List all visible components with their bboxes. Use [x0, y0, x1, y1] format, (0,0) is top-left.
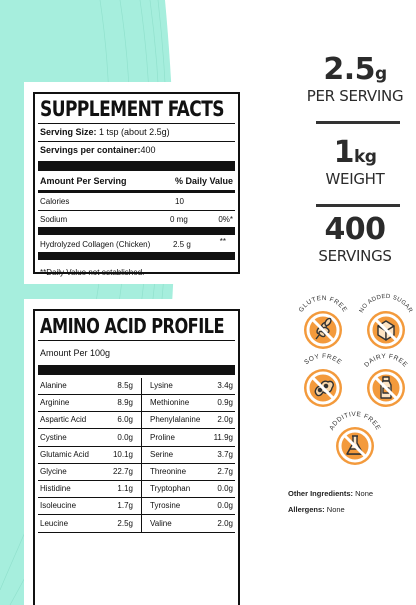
nutrient-name: Sodium: [40, 215, 68, 224]
amino-acid-value: 3.7g: [217, 449, 233, 459]
nutrient-amount: 10: [175, 197, 184, 206]
amino-acid-value: 1.1g: [117, 484, 133, 494]
thick-divider: [38, 227, 235, 235]
amino-acid-value: 0.9g: [217, 398, 233, 408]
soy-free-badge: [291, 350, 355, 414]
nutrient-amount: 0 mg: [170, 215, 188, 224]
amino-acid-profile-panel: [24, 299, 249, 605]
servings-label: Servings per container:: [40, 145, 141, 155]
thick-divider: [38, 252, 235, 260]
amino-acid-name: Tyrosine: [150, 501, 181, 511]
amino-acid-value: 2.0g: [217, 415, 233, 425]
stat-weight: [300, 135, 410, 188]
dairy-free-badge: [354, 350, 416, 414]
amino-acid-name: Valine: [150, 518, 172, 528]
other-ingredients-label: Other Ingredients:: [288, 489, 354, 498]
table-row-divider: [38, 411, 235, 412]
stat-value: [300, 135, 410, 170]
amino-acid-name: Methionine: [150, 398, 190, 408]
medium-divider: [38, 190, 235, 193]
amino-acid-name: Isoleucine: [40, 501, 77, 511]
table-row-divider: [38, 497, 235, 498]
table-row-divider: [38, 463, 235, 464]
amino-acid-value: 8.5g: [117, 381, 133, 390]
serving-size-line: [40, 128, 170, 137]
servings-value: 400: [140, 145, 156, 155]
amino-acid-name: Tryptophan: [150, 484, 191, 494]
serving-size-value: 1 tsp (about 2.5g): [99, 127, 170, 137]
daily-value-header: % Daily Value: [174, 176, 233, 186]
amino-acid-name: Aspartic Acid: [40, 415, 87, 425]
amino-acid-value: 22.7g: [112, 467, 133, 476]
allergens-line: [288, 505, 345, 514]
stat-number: 2.5: [323, 52, 375, 87]
stat-servings: [300, 212, 410, 265]
amino-acid-value: 8.9g: [117, 398, 133, 408]
stat-number: 1: [333, 135, 354, 170]
table-row-divider: [38, 394, 235, 395]
divider: [38, 123, 235, 124]
amino-acid-name: Glutamic Acid: [40, 449, 89, 459]
amino-acid-name: Leucine: [40, 518, 69, 528]
table-row-divider: [38, 480, 235, 481]
other-ingredients-value: None: [355, 489, 374, 498]
amino-acid-value: 1.7g: [117, 501, 133, 511]
amino-acid-value: 0.0g: [217, 501, 233, 511]
stat-number: 400: [324, 212, 386, 247]
amino-acid-name: Serine: [150, 449, 174, 459]
amino-acid-value: 0.0g: [117, 432, 133, 442]
table-row-divider: [38, 428, 235, 429]
svg-text:DAIRY FREE: [363, 353, 409, 369]
svg-text:GLUTEN FREE: [298, 295, 349, 314]
badge-label: DAIRY FREE: [363, 352, 409, 369]
footnote: **Daily Value not established.: [40, 268, 145, 277]
amount-per-100g-header: Amount Per 100g: [40, 348, 111, 358]
nutrient-name: Calories: [40, 197, 70, 206]
amino-acid-value: 0.0g: [217, 484, 233, 494]
amino-acid-value: 3.4g: [217, 381, 233, 390]
stat-unit: g: [374, 64, 387, 84]
amino-acid-name: Lysine: [150, 381, 173, 390]
amino-acid-name: Arginine: [40, 398, 70, 408]
divider: [38, 340, 235, 341]
badge-label: SOY FREE: [303, 352, 343, 367]
nutrient-amount: 2.5 g: [173, 240, 191, 249]
gluten-free-badge: [291, 292, 355, 356]
allergens-label: Allergens:: [288, 505, 325, 514]
amino-acid-value: 2.0g: [217, 518, 233, 528]
amino-acid-value: 2.7g: [217, 467, 233, 476]
amino-acid-name: Cystine: [40, 432, 67, 442]
supplement-facts-box: [33, 92, 240, 277]
stat-label: PER SERVING: [306, 87, 404, 105]
table-row-divider: [38, 446, 235, 447]
amino-acid-value: 6.0g: [117, 415, 133, 425]
amino-acid-name: Proline: [150, 432, 175, 442]
nutrient-name: Hydrolyzed Collagen (Chicken): [40, 240, 151, 249]
allergens-value: None: [326, 505, 345, 514]
divider: [38, 141, 235, 142]
nutrient-daily-value: 0%*: [218, 215, 233, 224]
stat-value: [300, 52, 410, 87]
svg-text:SOY FREE: [303, 353, 343, 366]
stat-label: WEIGHT: [325, 170, 385, 188]
table-row-divider: [38, 514, 235, 515]
thick-divider: [38, 161, 235, 171]
stat-value: [300, 212, 410, 247]
amino-acid-value: 2.5g: [117, 518, 133, 528]
amino-acid-name: Histidine: [40, 484, 71, 494]
stat-unit: kg: [353, 147, 377, 167]
amino-acid-name: Threonine: [150, 467, 187, 476]
amino-acid-value: 10.1g: [112, 449, 133, 459]
amino-acid-value: 11.9g: [213, 432, 233, 442]
stat-serving: [300, 52, 410, 105]
servings-line: [40, 146, 156, 155]
thick-divider: [38, 365, 235, 375]
divider: [38, 210, 235, 211]
stat-divider: [316, 121, 400, 124]
badge-label: ADDITIVE FREE: [328, 410, 382, 432]
badge-label: GLUTEN FREE: [297, 294, 349, 314]
amino-acid-name: Alanine: [40, 381, 67, 390]
supplement-facts-title: SUPPLEMENT FACTS: [40, 97, 225, 121]
amount-per-serving-header: Amount Per Serving: [40, 176, 127, 186]
other-ingredients-line: [288, 489, 373, 498]
amino-acid-title: AMINO ACID PROFILE: [40, 314, 224, 338]
stat-divider: [316, 204, 400, 207]
badge-label: NO ADDED SUGAR: [358, 293, 414, 315]
nutrient-daily-value: **: [219, 237, 226, 246]
no-added-sugar-badge: [354, 292, 416, 356]
serving-size-label: Serving Size:: [40, 127, 97, 137]
stat-label: SERVINGS: [318, 247, 392, 265]
amino-acid-name: Phenylalanine: [150, 415, 201, 425]
amino-acid-name: Glycine: [40, 467, 67, 476]
supplement-facts-panel: [24, 82, 249, 284]
amino-acid-box: [33, 309, 240, 605]
additive-free-badge: [323, 408, 387, 472]
column-divider: [141, 378, 142, 533]
table-row-divider: [38, 532, 235, 533]
